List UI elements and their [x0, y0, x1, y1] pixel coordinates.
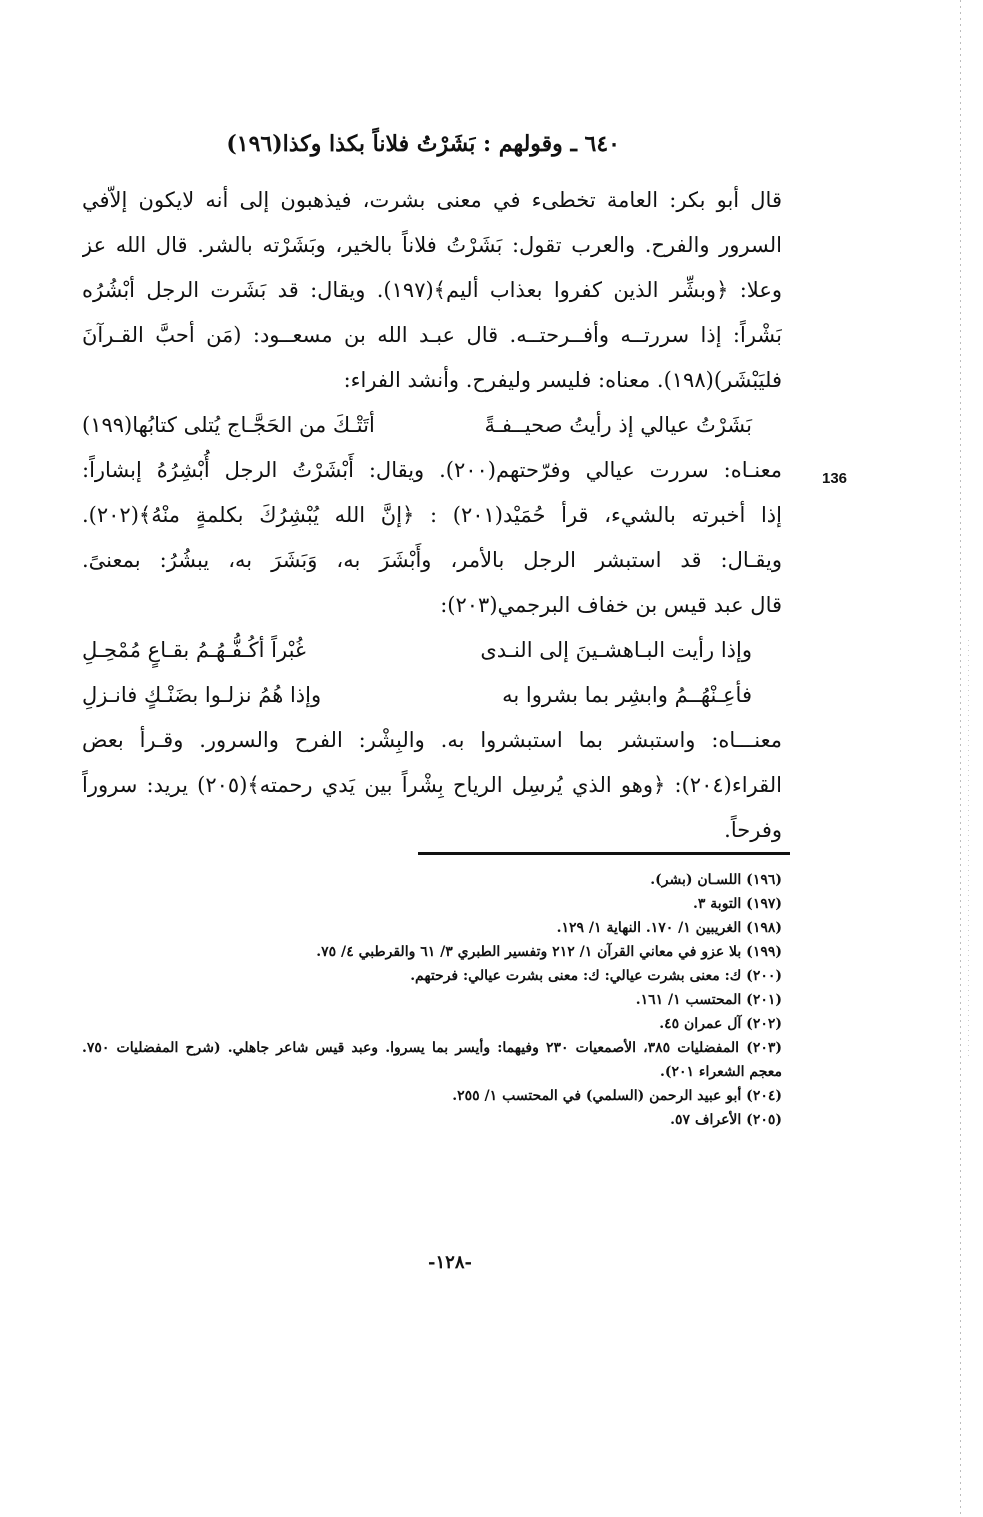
footnote: (٢٠٣) المفضليات ٣٨٥، الأصمعيات ٢٣٠ وفيهما: وأيسر بما يسروا. وعبد قيس شاعر جاهلي. (شرح المفضليات ٧٥٠. معجم الشعراء ٢٠١).: [82, 1040, 783, 1080]
text-line: ويقـال: قد استبشر الرجل بالأمر، وأَبْشَرَ به، وَبَشَرَ به، يبشُرُ: بمعنىً.: [82, 548, 782, 572]
footnote-divider: [418, 852, 790, 855]
text-line: معنـاه: سررت عيالي وفرّحتهم(٢٠٠). ويقال: أَبْشَرْتُ الرجل أُبْشِرُهُ إبشاراً:: [82, 458, 782, 482]
footnote: (١٩٧) التوبة ٣.: [693, 896, 782, 912]
page-number: -١٢٨-: [428, 1252, 472, 1273]
footnote: (١٩٩) بلا عزو في معاني القرآن ١/ ٢١٢ وتفسير الطبري ٣/ ٦١ والقرطبي ٤/ ٧٥.: [316, 944, 782, 960]
verse-hemistich-right: وإذا رأيت البـاهشـينَ إلى النـدى: [480, 638, 752, 662]
verse-hemistich-right: فأعِـنْهُــمُ وابشِر بما بشروا به: [502, 683, 752, 707]
scan-edge-line: [960, 0, 961, 1517]
verse-hemistich-left: أتَتْـكَ من الحَجَّـاج يُتلى كتابُها(١٩٩): [82, 413, 375, 437]
text-line: وفرحاً.: [724, 818, 782, 842]
text-line: قال عبد قيس بن خفاف البرجمي(٢٠٣):: [440, 593, 782, 617]
section-heading: ٦٤٠ ـ وقولهم : بَشَرْتُ فلاناً بكذا وكذا(١٩٦): [226, 131, 620, 157]
text-line: السرور والفرح. والعرب تقول: بَشَرْتُ فلاناً بالخير، وبَشَرْته بالشر. قال الله عز: [82, 233, 782, 257]
text-line: معنـــاه: واستبشر بما استبشروا به. والبِشْر: الفرح والسرور. وقـرأ بعض: [82, 728, 782, 752]
verse-line: [82, 673, 782, 718]
footnote: (١٩٨) الغريبين ١/ ١٧٠. النهاية ١/ ١٢٩.: [556, 920, 782, 936]
margin-page-number: 136: [822, 470, 848, 487]
text-line: إذا أخبرته بالشيء، قرأ حُمَيْد(٢٠١) : ﴿إنَّ الله يُبْشِرُكَ بكلمةٍ منْهُ﴾(٢٠٢).: [82, 503, 782, 527]
main-text: [82, 178, 782, 853]
text-line: وعلا: ﴿وبشِّر الذين كفروا بعذاب أليم﴾(١٩٧). ويقال: قد بَشَرت الرجل أبْشُرُه: [82, 278, 782, 302]
text-line: فليَبْشَر)(١٩٨). معناه: فليسر وليفرح. وأنشد الفراء:: [343, 368, 782, 392]
verse-hemistich-right: بَشَرْتُ عيالي إذ رأيتُ صحيــفـةً: [484, 413, 752, 437]
text-line: القراء(٢٠٤): ﴿وهو الذي يُرسِل الرياح بِشْراً بين يَدي رحمته﴾(٢٠٥) يريد: سروراً: [82, 773, 782, 797]
verse-line: [82, 403, 782, 448]
text-line: بَشْراً: إذا سررتــه وأفــرحتــه. قال عبـد الله بن مسعــود: (مَن أحبَّ القـرآنَ: [82, 323, 782, 347]
footnote: (٢٠٠) ك: معنى بشرت عيالي: ك: معنى بشرت عيالي: فرحتهم.: [410, 968, 782, 984]
verse-hemistich-left: وإذا هُمُ نزلـوا بضَنْـكٍ فانـزلِ: [82, 683, 322, 707]
footnote: (٢٠٢) آل عمران ٤٥.: [659, 1016, 782, 1032]
footnote: (١٩٦) اللسـان (بشر).: [650, 872, 782, 888]
scan-edge-line: [968, 640, 969, 1060]
verse-line: [82, 628, 782, 673]
text-line: قال أبو بكر: العامة تخطىء في معنى بشرت، فيذهبون إلى أنه لايكون إلاّفي: [82, 188, 782, 212]
footnote: (٢٠٥) الأعراف ٥٧.: [670, 1112, 782, 1128]
footnotes: [82, 868, 782, 1132]
verse-hemistich-left: غُبْراً أكُـفُّـهُـمُ بقـاعٍ مُمْحِـلِ: [82, 638, 306, 662]
footnote: (٢٠٤) أبو عبيد الرحمن (السلمي) في المحتسب ١/ ٢٥٥.: [452, 1088, 782, 1104]
footnote: (٢٠١) المحتسب ١/ ١٦١.: [635, 992, 782, 1008]
